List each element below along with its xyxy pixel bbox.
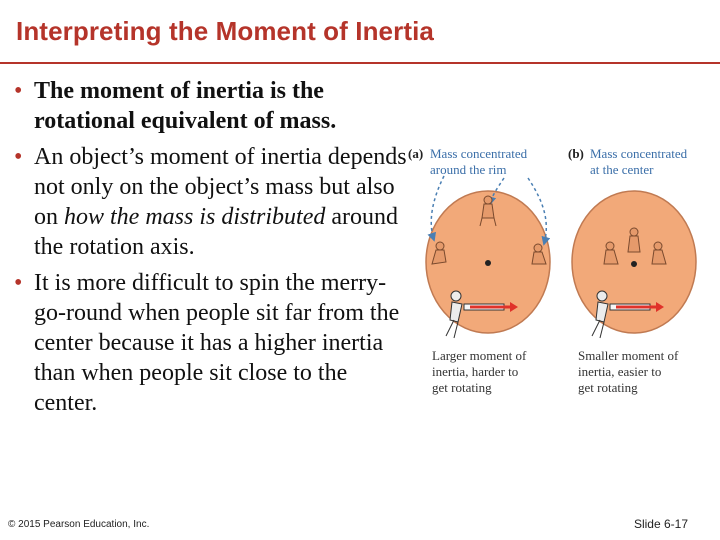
bullet-text-emphasis: how the mass is distributed [64, 204, 326, 230]
panel-a-caption-line2: around the rim [430, 162, 507, 177]
bullet-dot: • [14, 78, 23, 104]
rotation-axis-dot [485, 260, 491, 266]
panel-a-note-line2: inertia, harder to [432, 364, 519, 379]
bullet-item [14, 268, 414, 418]
panel-b-note-line2: inertia, easier to [578, 364, 662, 379]
panel-b-caption-line1: Mass concentrated [590, 146, 688, 161]
bullet-text [34, 144, 407, 260]
bullet-text: The moment of inertia is the rotational equivalent of mass. [34, 78, 337, 134]
panel-b [568, 146, 696, 395]
title-divider [0, 62, 720, 64]
bullet-dot: • [14, 144, 23, 170]
panel-a-letter: (a) [408, 146, 424, 161]
slide-number: Slide 6-17 [633, 517, 688, 531]
panel-a [408, 146, 550, 395]
person-icon [628, 228, 640, 252]
panel-b-note-line3: get rotating [578, 380, 638, 395]
rotation-axis-dot [631, 261, 637, 267]
bullet-text: It is more difficult to spin the merry-go-round when people sit far from the center because it has a higher inertia than when people sit close to the center. [34, 270, 400, 416]
slide-title: Interpreting the Moment of Inertia [16, 16, 434, 46]
bullet-dot: • [14, 270, 23, 296]
bullet-item [14, 76, 414, 136]
bullet-list [14, 76, 414, 424]
panel-a-caption-line1: Mass concentrated [430, 146, 528, 161]
panel-b-note-line1: Smaller moment of [578, 348, 679, 363]
bullet-item [14, 142, 414, 262]
panel-b-letter: (b) [568, 146, 584, 161]
panel-b-caption-line2: at the center [590, 162, 654, 177]
panel-a-note-line1: Larger moment of [432, 348, 527, 363]
copyright-footer: © 2015 Pearson Education, Inc. [8, 519, 150, 530]
panel-a-note-line3: get rotating [432, 380, 492, 395]
merry-go-round-figure [404, 140, 720, 410]
bullet-text-part: An object’s moment of inertia depends not only on the object’s mass but also on [34, 144, 407, 230]
bullet-text-part: around the rotation axis. [34, 204, 399, 260]
